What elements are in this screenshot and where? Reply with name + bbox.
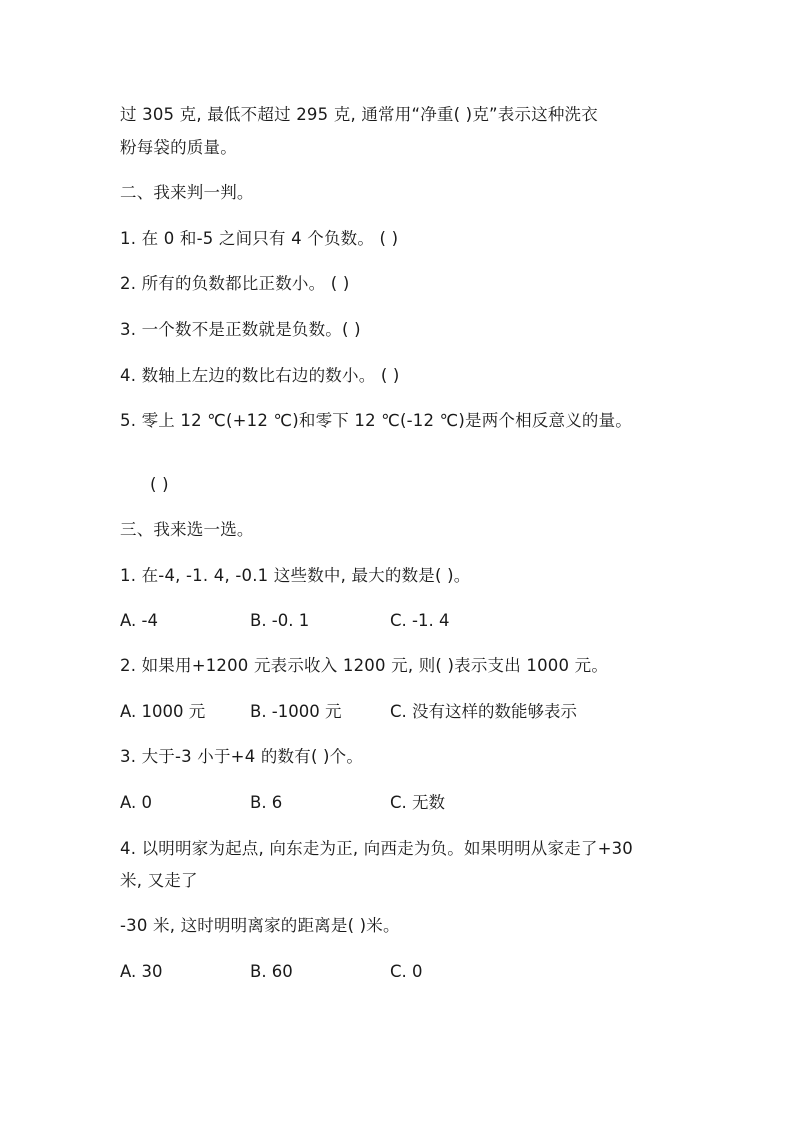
option-b: B. 6 bbox=[250, 793, 283, 812]
intro-line-2: 粉每袋的质量。 bbox=[120, 138, 237, 157]
section-2-heading: 二、我来判一判。 bbox=[120, 183, 254, 202]
choice-question-4-line-3: -30 米, 这时明明离家的距离是( )米。 bbox=[120, 916, 400, 935]
option-c: C. 没有这样的数能够表示 bbox=[390, 702, 578, 721]
judge-item-2: 2. 所有的负数都比正数小。 ( ) bbox=[120, 274, 350, 293]
option-b: B. 60 bbox=[250, 962, 293, 981]
option-a: A. 30 bbox=[120, 962, 163, 981]
judge-item-3: 3. 一个数不是正数就是负数。( ) bbox=[120, 320, 361, 339]
choice-question-4-line-1: 4. 以明明家为起点, 向东走为正, 向西走为负。如果明明从家走了+30 bbox=[120, 839, 633, 858]
choice-question-2: 2. 如果用+1200 元表示收入 1200 元, 则( )表示支出 1000 元。 bbox=[120, 656, 609, 675]
judge-item-5-answer-bracket: ( ) bbox=[150, 475, 169, 494]
option-c: C. 无数 bbox=[390, 793, 446, 812]
option-b: B. -1000 元 bbox=[250, 702, 342, 721]
choice-question-1: 1. 在-4, -1. 4, -0.1 这些数中, 最大的数是( )。 bbox=[120, 566, 471, 585]
option-a: A. 1000 元 bbox=[120, 702, 206, 721]
choice-question-3: 3. 大于-3 小于+4 的数有( )个。 bbox=[120, 747, 364, 766]
option-c: C. -1. 4 bbox=[390, 611, 450, 630]
option-a: A. -4 bbox=[120, 611, 158, 630]
option-b: B. -0. 1 bbox=[250, 611, 310, 630]
section-3-heading: 三、我来选一选。 bbox=[120, 520, 254, 539]
option-c: C. 0 bbox=[390, 962, 423, 981]
option-a: A. 0 bbox=[120, 793, 152, 812]
choice-question-4-line-2: 米, 又走了 bbox=[120, 871, 198, 890]
judge-item-5: 5. 零上 12 ℃(+12 ℃)和零下 12 ℃(-12 ℃)是两个相反意义的量。 bbox=[120, 411, 632, 430]
judge-item-1: 1. 在 0 和-5 之间只有 4 个负数。 ( ) bbox=[120, 229, 399, 248]
intro-line-1: 过 305 克, 最低不超过 295 克, 通常用“净重( )克”表示这种洗衣 bbox=[120, 105, 598, 124]
judge-item-4: 4. 数轴上左边的数比右边的数小。 ( ) bbox=[120, 366, 400, 385]
